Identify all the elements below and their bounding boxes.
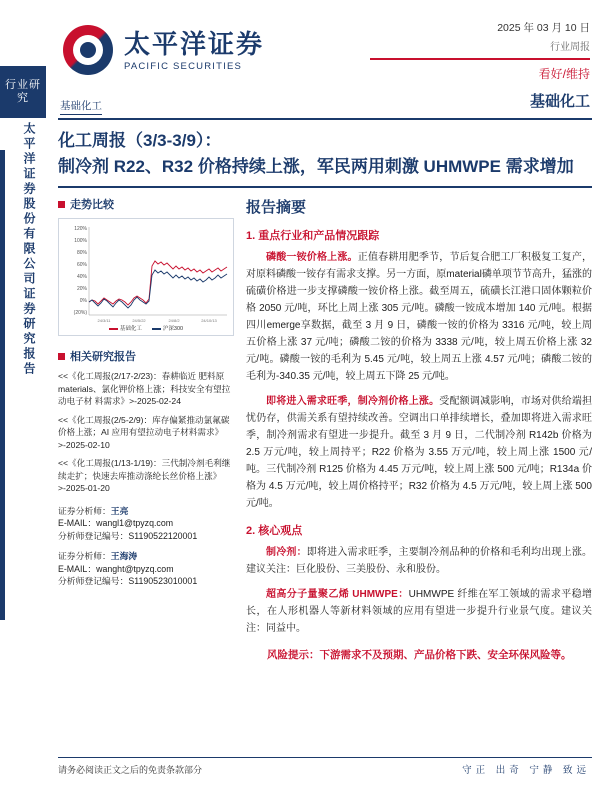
- footer-slogan: 守正 出奇 宁静 致远: [462, 765, 590, 776]
- list-item[interactable]: <<《化工周报(2/5-2/9)：库存偏紧推动氯氟碳价格上涨；AI 应用有望拉动电子材料需求》>-2025-02-10: [58, 414, 230, 450]
- list-item[interactable]: <<《化工周报(1/13-1/19)：三代制冷剂毛利继续走扩；快速去库推动涤纶长丝价格上涨》>-2025-01-20: [58, 458, 231, 493]
- related-reports-header: [58, 348, 232, 364]
- section-heading-2: 2. 核心观点: [246, 525, 303, 537]
- chart-legend: [59, 324, 233, 332]
- company-logo: [60, 22, 264, 78]
- paragraph: [246, 544, 592, 578]
- svg-text:24/5/22: 24/5/22: [132, 318, 146, 323]
- paragraph-lead: 超高分子量聚乙烯 UHMWPE：: [266, 589, 409, 600]
- logo-mark-icon: [60, 22, 116, 78]
- related-reports-title: 相关研究报告: [70, 351, 136, 363]
- left-rail: [0, 0, 46, 792]
- rail-industry-tab-label: 行业研究: [5, 79, 41, 104]
- chart-section-title: 走势比较: [70, 199, 114, 211]
- report-type: 行业周报: [550, 42, 590, 53]
- analyst-name-row: [58, 505, 232, 518]
- rail-company-vertical-text: 太平洋证券股份有限公司证券研究报告: [22, 122, 36, 377]
- company-name-cn: 太平洋证券: [124, 28, 265, 59]
- rail-accent-bar: [0, 150, 5, 620]
- svg-text:24/3/11: 24/3/11: [97, 318, 111, 323]
- svg-text:40%: 40%: [76, 274, 87, 280]
- sector-name: 基础化工: [529, 92, 590, 110]
- analyst-role-label: 证券分析师：: [58, 551, 111, 561]
- page-title-line2: 制冷剂 R22、R32 价格持续上涨，军民两用刺激 UHMWPE 需求增加: [58, 157, 574, 176]
- section-heading-1: 1. 重点行业和产品情况跟踪: [246, 230, 380, 242]
- risk-disclaimer: 风险提示：下游需求不及预期、产品价格下跌、安全环保风险等。: [267, 649, 572, 661]
- report-date: 2025 年 03 月 10 日: [497, 22, 590, 34]
- analyst-email[interactable]: wanght@tpyzq.com: [96, 563, 174, 574]
- analyst-email-row: [58, 563, 232, 576]
- left-column: [58, 196, 232, 596]
- paragraph-text: 受配额调减影响，市场对供给端担忧仍存，供需关系有望持续改善。空调出口单排续增长，叠加即将进入需求旺季，制冷剂需求有望进一步提升。截至 3 月 9 日，二代制冷剂 R142b 价格为 2.5 万元/吨，较上周持平；R22 价格为 3.55 万元/吨，较上周上涨 1500 元/吨。三代制冷剂 R125 价格为 4.45 万元/吨，较上周上涨 500 元/吨；R134a 价格为 4.5 万元/吨，较上周价格持平；R32 价格为 4.5 万元/吨，较上周上涨 500 元/吨。: [246, 396, 593, 509]
- svg-text:120%: 120%: [74, 226, 87, 232]
- header-divider: [370, 58, 590, 60]
- analyst-license-label: 分析师登记编号：: [58, 530, 129, 541]
- right-column: [246, 196, 592, 664]
- svg-text:(20%): (20%): [73, 310, 87, 316]
- footer-divider: [58, 757, 592, 758]
- svg-text:60%: 60%: [76, 262, 87, 268]
- analyst-block-0: [58, 505, 232, 543]
- list-item[interactable]: <<《化工周报(2/17-2/23)：春耕临近 肥料原materials、氯化钾价格上涨；科技安全有望拉动电子材 料需求》>-2025-02-24: [58, 371, 231, 406]
- related-reports-list: [58, 370, 232, 495]
- header-meta: [370, 20, 590, 111]
- paragraph: [246, 393, 592, 512]
- bullet-square-icon: [58, 353, 65, 360]
- rail-industry-tab: [0, 66, 46, 118]
- chart-svg: [59, 219, 233, 335]
- svg-text:20%: 20%: [76, 286, 87, 292]
- bullet-square-icon: [58, 201, 65, 208]
- trend-comparison-chart: [58, 218, 234, 336]
- paragraph-lead: 磷酸一铵价格上涨。: [266, 252, 358, 263]
- chart-legend-item-1: 沪深300: [152, 324, 183, 332]
- analyst-email-label: E-MAIL：: [58, 563, 97, 574]
- analyst-role-label: 证券分析师：: [58, 505, 111, 516]
- analyst-name: 王海涛: [110, 551, 138, 561]
- title-divider-bottom: [58, 186, 592, 188]
- chart-legend-item-0: 基础化工: [109, 324, 142, 332]
- svg-text:80%: 80%: [76, 250, 87, 256]
- svg-text:0%: 0%: [79, 298, 87, 304]
- paragraph: [246, 249, 592, 385]
- paragraph-lead: 制冷剂：: [266, 547, 307, 558]
- paragraph-text: 正值春耕用肥季节，节后复合肥工厂积极复工复产，对原料磷酸一铵存有需求支撑。另一方面，原material磷单项节节高升，猛涨的硫磺价格进一步支撑磷酸一铵价格上涨。截至周五，硫磺长江港口固体颗粒价格 2050 元/吨，环比上周上涨 305 元/吨。磷酸一铵成本增加 140 元/吨。根据四川emerge享数据，截至 3 月 9 日，磷酸一铵的价格为 3316 元/吨，较上周五价格上涨 37 元/吨；磷酸二铵的价格为 3338 元/吨，较上周五价格上涨 32 元/吨。磷酸一铵的毛利为 5.45 元/吨，较上周五上涨 4.57 元/吨；磷酸二铵的毛利为-340.35 元/吨，较上周五下降 25 元/吨。: [246, 252, 593, 382]
- company-name-en: PACIFIC SECURITIES: [124, 60, 243, 72]
- svg-text:24/10/13: 24/10/13: [201, 318, 217, 323]
- analyst-name: 王亮: [110, 505, 129, 516]
- svg-text:100%: 100%: [74, 238, 87, 244]
- analyst-license-label: 分析师登记编号：: [58, 576, 129, 586]
- page-title: [58, 128, 592, 180]
- analyst-license-row: [58, 530, 232, 543]
- analyst-block-1: [58, 550, 232, 588]
- analyst-license: S1190523010001: [128, 576, 198, 586]
- analyst-license: S1190522120001: [128, 530, 198, 541]
- svg-text:24/8/2: 24/8/2: [168, 318, 180, 323]
- analyst-email-row: [58, 517, 232, 530]
- summary-title: 报告摘要: [246, 199, 307, 216]
- page-title-line1: 化工周报（3/3-3/9）：: [58, 131, 222, 150]
- analyst-name-row: [58, 550, 232, 563]
- analyst-license-row: [58, 575, 232, 588]
- industry-tag: 基础化工: [60, 98, 102, 115]
- analyst-email-label: E-MAIL：: [58, 518, 97, 528]
- paragraph-text: UHMWPE 纤维在军工领域的需求平稳增长，在人形机器人等新材料领域的应用有望进一步提升行业景气度。建议关注：同益中。: [246, 589, 592, 634]
- rating-badge: 看好/维持: [538, 66, 590, 81]
- title-divider-top: [58, 118, 592, 120]
- paragraph: [246, 586, 592, 637]
- paragraph-lead: 即将进入需求旺季，制冷剂价格上涨。: [266, 396, 440, 407]
- chart-section-header: [58, 196, 232, 212]
- analyst-email[interactable]: wangl1@tpyzq.com: [96, 518, 174, 528]
- paragraph-text: 即将进入需求旺季，主要制冷剂品种的价格和毛利均出现上涨。建议关注：巨化股份、三美股份、永和股份。: [246, 547, 593, 575]
- footer-disclaimer: 请务必阅读正文之后的免责条款部分: [58, 765, 203, 775]
